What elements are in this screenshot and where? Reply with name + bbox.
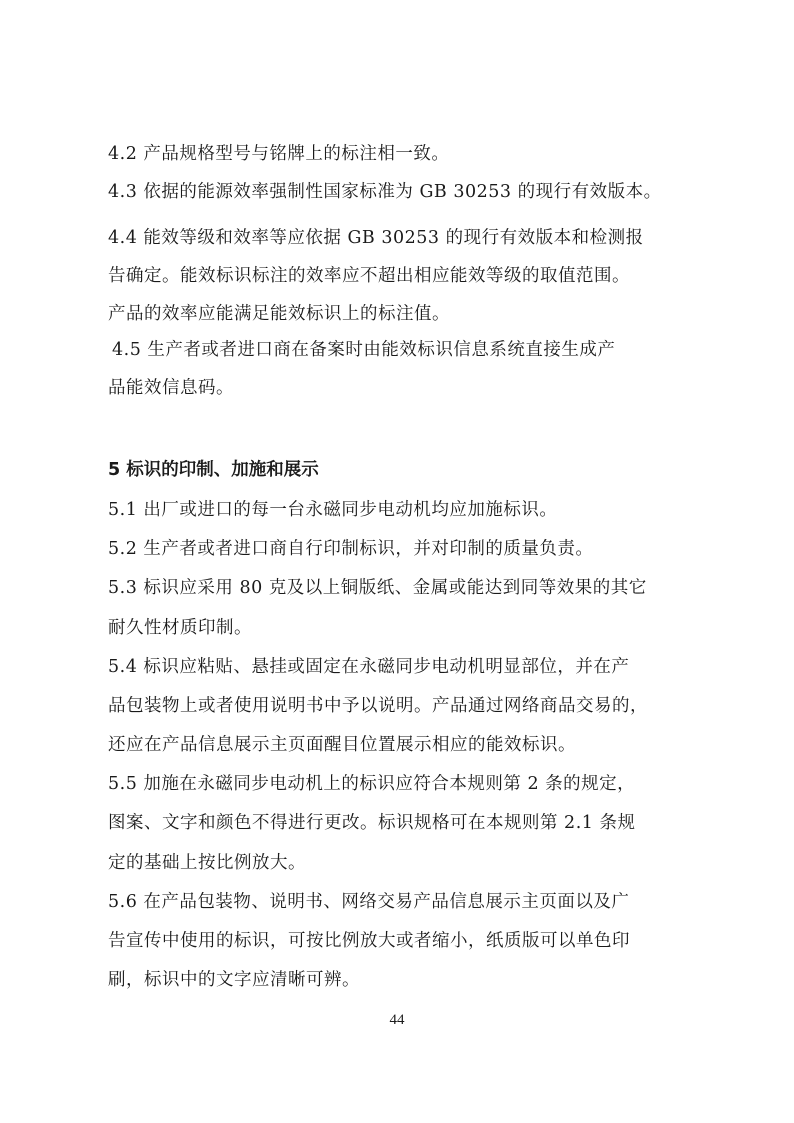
clause-4-5-line-1: 4.5 生产者或者进口商在备案时由能效标识信息系统直接生成产: [112, 340, 616, 360]
clause-5-6-line-1: 5.6 在产品包装物、说明书、网络交易产品信息展示主页面以及广: [108, 892, 630, 912]
clause-4-4-line-2: 告确定。能效标识标注的效率应不超出相应能效等级的取值范围。: [108, 266, 630, 286]
clause-4-4-line-3: 产品的效率应能满足能效标识上的标注值。: [108, 304, 450, 324]
clause-5-4-line-2: 品包装物上或者使用说明书中予以说明。产品通过网络商品交易的，: [108, 696, 648, 716]
clause-5-6-line-2: 告宣传中使用的标识，可按比例放大或者缩小，纸质版可以单色印: [108, 931, 630, 951]
clause-4-2-line-1: 4.2 产品规格型号与铭牌上的标注相一致。: [108, 144, 450, 164]
page-number: 44: [389, 1012, 405, 1028]
clause-5-3-line-1: 5.3 标识应采用 80 克及以上铜版纸、金属或能达到同等效果的其它: [108, 578, 647, 598]
clause-4-3-line-1: 4.3 依据的能源效率强制性国家标准为 GB 30253 的现行有效版本。: [108, 182, 662, 202]
clause-5-1-line-1: 5.1 出厂或进口的每一台永磁同步电动机均应加施标识。: [108, 500, 558, 520]
clause-5-4-line-1: 5.4 标识应粘贴、悬挂或固定在永磁同步电动机明显部位，并在产: [108, 657, 630, 677]
clause-4-4-line-1: 4.4 能效等级和效率等应依据 GB 30253 的现行有效版本和检测报: [108, 228, 644, 248]
clause-5-5-line-2: 图案、文字和颜色不得进行更改。标识规格可在本规则第 2.1 条规: [108, 813, 636, 833]
clause-5-6-line-3: 刷，标识中的文字应清晰可辨。: [108, 970, 360, 990]
clause-5-2-line-1: 5.2 生产者或者进口商自行印制标识，并对印制的质量负责。: [108, 539, 594, 559]
clause-5-5-line-3: 定的基础上按比例放大。: [108, 853, 306, 873]
clause-4-5-line-2: 品能效信息码。: [108, 378, 234, 398]
clause-5-3-line-2: 耐久性材质印制。: [108, 618, 252, 638]
clause-5-4-line-3: 还应在产品信息展示主页面醒目位置展示相应的能效标识。: [108, 735, 576, 755]
section-5-heading: 5 标识的印制、加施和展示: [108, 460, 319, 480]
clause-5-5-line-1: 5.5 加施在永磁同步电动机上的标识应符合本规则第 2 条的规定，: [108, 774, 636, 794]
